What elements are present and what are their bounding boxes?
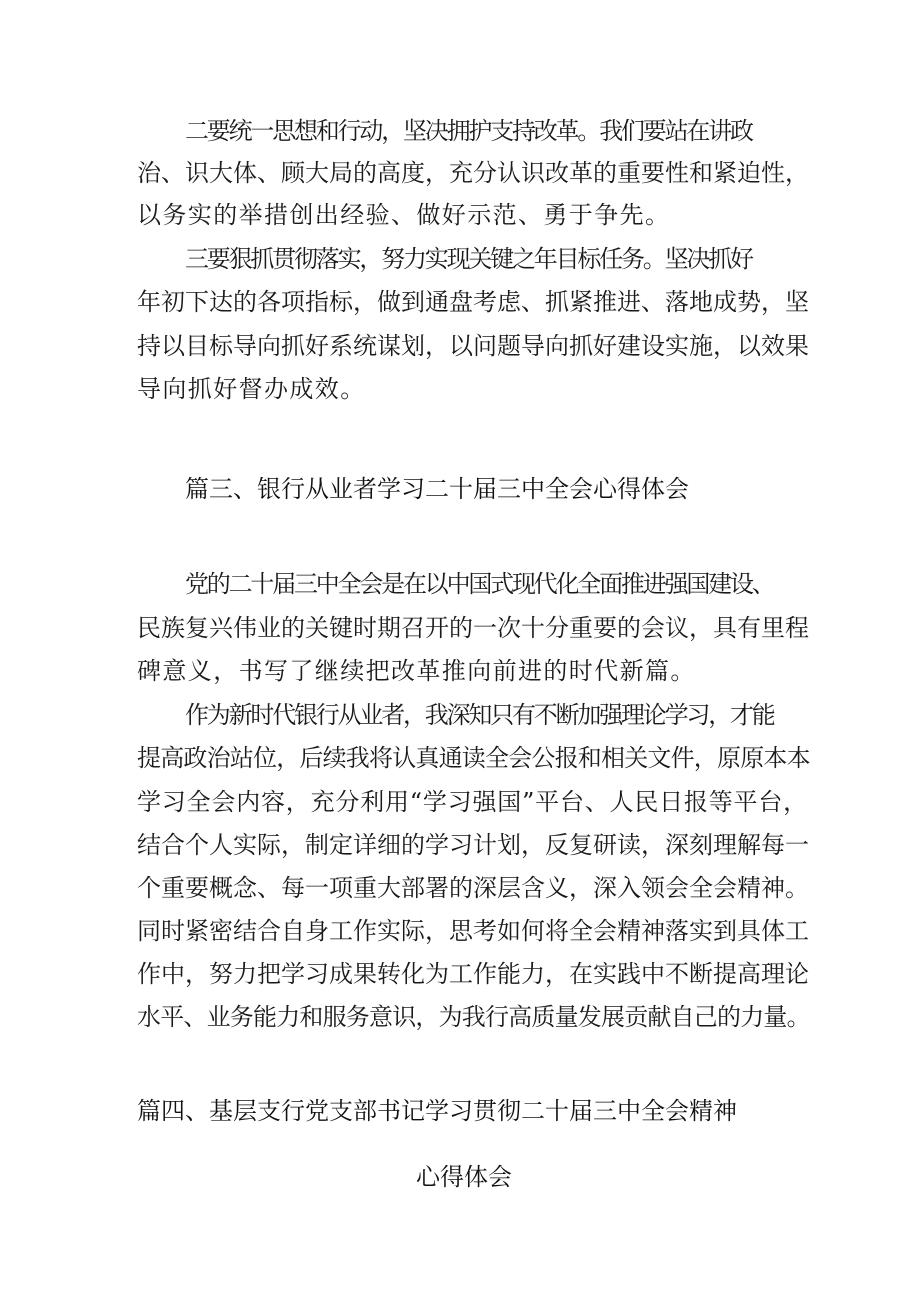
text-line: 碑意义，书写了继续把改革推向前进的时代新篇。: [137, 657, 696, 685]
text-line: 党的二十届三中全会是在以中国式现代化全面推进强国建设、: [185, 570, 774, 598]
section-heading: 篇四、基层支行党支部书记学习贯彻二十届三中全会精神: [137, 1097, 737, 1125]
text-line: 导向抓好督办成效。: [137, 375, 366, 403]
text-line: 持以目标导向抓好系统谋划，以问题导向抓好建设实施，以效果: [137, 332, 809, 360]
text-line: 水平、业务能力和服务意识，为我行高质量发展贡献自己的力量。: [137, 1003, 810, 1031]
section-heading-continuation: 心得体会: [416, 1163, 512, 1191]
text-line: 作中，努力把学习成果转化为工作能力，在实践中不断提高理论: [137, 960, 809, 988]
text-line: 二要统一思想和行动，坚决拥护支持改革。我们要站在讲政: [185, 117, 752, 145]
text-line: 民族复兴伟业的关键时期召开的一次十分重要的会议，具有里程: [137, 614, 809, 642]
text-line: 以务实的举措创出经验、做好示范、勇于争先。: [137, 201, 671, 229]
text-line: 个重要概念、每一项重大部署的深层含义，深入领会全会精神。: [137, 874, 809, 902]
section-heading: 篇三、银行从业者学习二十届三中全会心得体会: [185, 475, 689, 503]
text-line: 同时紧密结合自身工作实际，思考如何将全会精神落实到具体工: [137, 917, 809, 945]
text-line: 结合个人实际，制定详细的学习计划，反复研读，深刻理解每一: [137, 831, 809, 859]
text-line: 学习全会内容，充分利用“学习强国”平台、人民日报等平台，: [137, 788, 808, 816]
text-line: 治、识大体、顾大局的高度，充分认识改革的重要性和紧迫性，: [137, 159, 809, 187]
text-line: 年初下达的各项指标，做到通盘考虑、抓紧推进、落地成势，坚: [137, 288, 809, 316]
text-line: 作为新时代银行从业者，我深知只有不断加强理论学习，才能: [185, 701, 774, 729]
text-line: 提高政治站位，后续我将认真通读全会公报和相关文件，原原本本: [137, 744, 810, 772]
text-line: 三要狠抓贯彻落实，努力实现关键之年目标任务。坚决抓好: [185, 245, 752, 273]
